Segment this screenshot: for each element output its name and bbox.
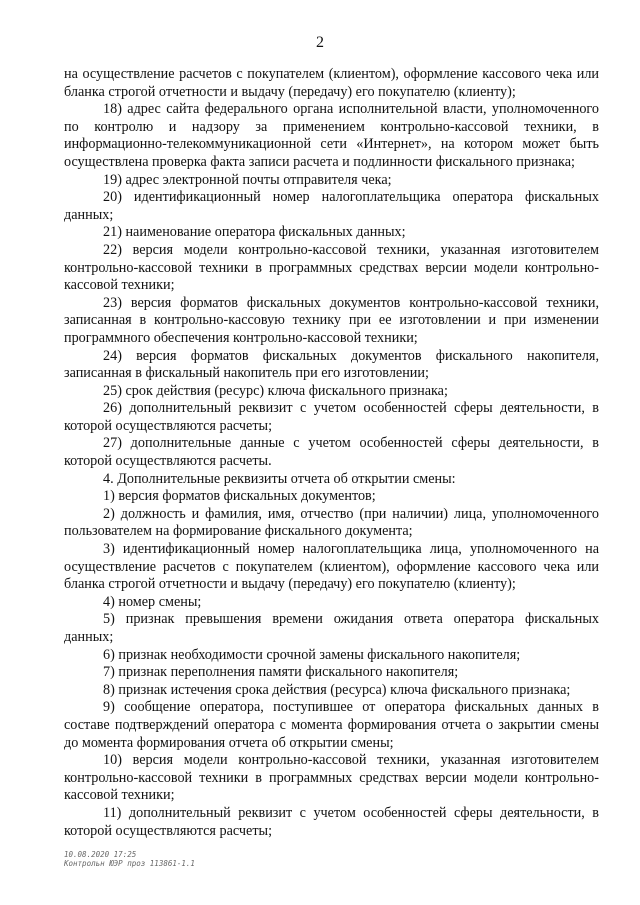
paragraph: 20) идентификационный номер налогоплательщика оператора фискальных данных; xyxy=(64,189,599,223)
paragraph: 21) наименование оператора фискальных данных; xyxy=(103,224,406,241)
document-footer xyxy=(64,850,195,868)
paragraph: 26) дополнительный реквизит с учетом особенностей сферы деятельности, в которой осуществляются расчеты; xyxy=(64,400,599,434)
paragraph: 7) признак переполнения памяти фискального накопителя; xyxy=(103,664,459,681)
page-number: 2 xyxy=(316,34,324,51)
paragraph: 18) адрес сайта федерального органа исполнительной власти, уполномоченного по контролю и надзору за применением контрольно-кассовой техники, в информационно-телекоммуникационной сети «Интернет», на котором может быть осуществлена проверка факта записи расчета и подлинности фискального признака; xyxy=(64,101,599,170)
paragraph: 9) сообщение оператора, поступившее от оператора фискальных данных в составе подтверждений оператора с момента формирования отчета о закрытии смены до момента формирования отчета об открытии смены; xyxy=(64,699,599,751)
paragraph: 25) срок действия (ресурс) ключа фискального признака; xyxy=(103,382,448,399)
paragraph: 1) версия форматов фискальных документов; xyxy=(103,488,376,505)
paragraph: 8) признак истечения срока действия (ресурса) ключа фискального признака; xyxy=(103,681,571,698)
paragraph: 11) дополнительный реквизит с учетом особенностей сферы деятельности, в которой осуществляются расчеты; xyxy=(64,804,599,839)
paragraph: 2) должность и фамилия, имя, отчество (при наличии) лица, уполномоченного пользователем на формирование фискального документа; xyxy=(64,505,599,540)
paragraph: 4) номер смены; xyxy=(103,593,202,610)
paragraph: 19) адрес электронной почты отправителя чека; xyxy=(103,171,392,188)
paragraph: 6) признак необходимости срочной замены фискального накопителя; xyxy=(103,646,521,663)
paragraph: 22) версия модели контрольно-кассовой техники, указанная изготовителем контрольно-кассовой техники в программных средствах версии модели контрольно-кассовой техники; xyxy=(64,241,599,294)
paragraph: 23) версия форматов фискальных документов контрольно-кассовой техники, записанная в контрольно-кассовую технику при ее изготовлении и при изменении программного обеспечения контрольно-кассовой техники; xyxy=(64,294,599,346)
footer-timestamp: 10.08.2020 17:25 xyxy=(64,850,137,859)
paragraph: 4. Дополнительные реквизиты отчета об открытии смены: xyxy=(103,470,456,487)
paragraph: 5) признак превышения времени ожидания ответа оператора фискальных данных; xyxy=(64,611,599,645)
paragraph: 10) версия модели контрольно-кассовой техники, указанная изготовителем контрольно-кассовой техники в программных средствах версии модели контрольно-кассовой техники; xyxy=(64,752,599,804)
document-body xyxy=(64,66,599,840)
footer-reference: Контрольн ЮЭР проз 113861-1.1 xyxy=(64,859,195,868)
paragraph: 24) версия форматов фискальных документов фискального накопителя, записанная в фискальный накопитель при его изготовлении; xyxy=(64,347,599,382)
paragraph: 27) дополнительные данные с учетом особенностей сферы деятельности, в которой осуществляются расчеты. xyxy=(64,435,599,470)
paragraph: на осуществление расчетов с покупателем (клиентом), оформление кассового чека или бланка строгой отчетности и выдачу (передачу) его покупателю (клиенту); xyxy=(64,66,599,100)
paragraph: 3) идентификационный номер налогоплательщика лица, уполномоченного на осуществление расчетов с покупателем (клиентом), оформление кассового чека или бланка строгой отчетности и выдачу (передачу) его покупателю (клиенту); xyxy=(64,541,599,593)
